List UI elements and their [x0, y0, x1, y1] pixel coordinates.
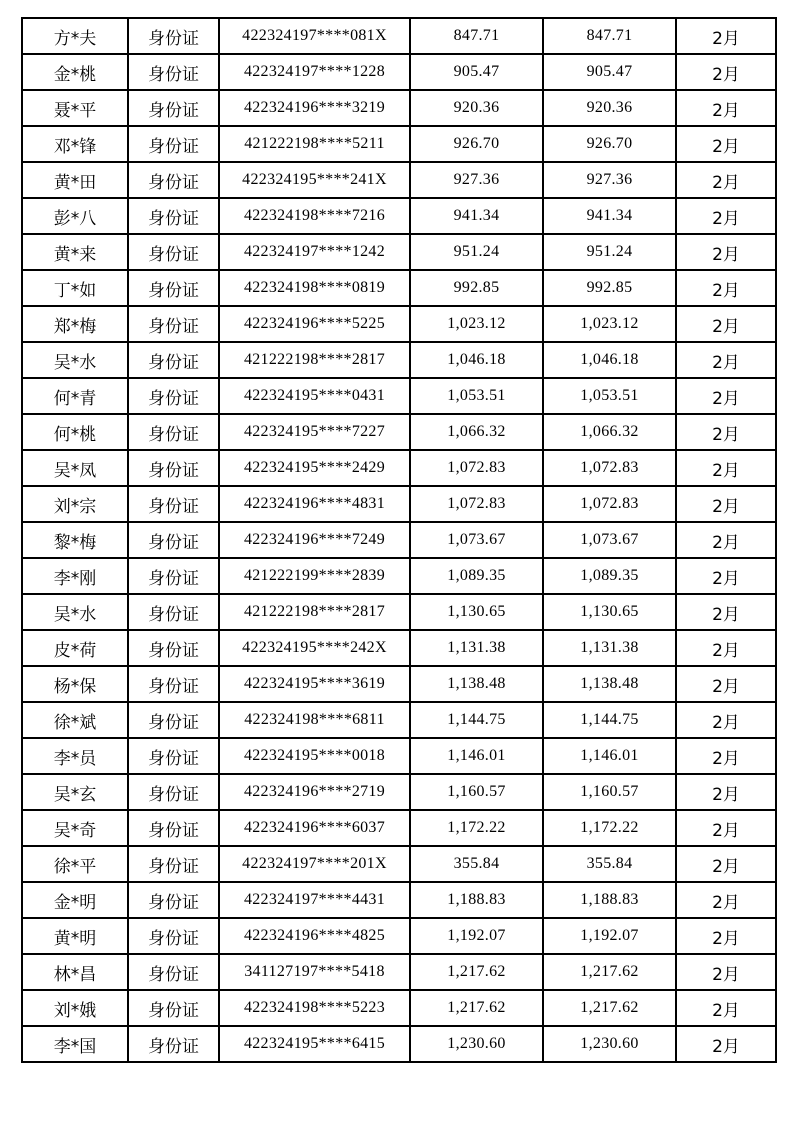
id-type-cell: 身份证	[128, 306, 219, 342]
name-cell: 黎*梅	[22, 522, 128, 558]
id-type-cell: 身份证	[128, 18, 219, 54]
month-cell: 2月	[676, 594, 776, 630]
name-cell: 皮*荷	[22, 630, 128, 666]
amount-cell: 1,192.07	[410, 918, 543, 954]
id-number-cell: 422324196****7249	[219, 522, 410, 558]
table-row	[22, 522, 776, 558]
id-type-cell: 身份证	[128, 774, 219, 810]
id-number-cell: 422324197****1228	[219, 54, 410, 90]
id-number-cell: 422324198****0819	[219, 270, 410, 306]
table-row	[22, 486, 776, 522]
id-type-cell: 身份证	[128, 954, 219, 990]
id-number-cell: 422324198****6811	[219, 702, 410, 738]
table-row	[22, 414, 776, 450]
amount-cell-2: 1,130.65	[543, 594, 676, 630]
amount-cell: 355.84	[410, 846, 543, 882]
table-row	[22, 198, 776, 234]
id-number-cell: 422324198****5223	[219, 990, 410, 1026]
id-type-cell: 身份证	[128, 126, 219, 162]
table-row	[22, 702, 776, 738]
month-cell: 2月	[676, 918, 776, 954]
amount-cell: 1,188.83	[410, 882, 543, 918]
table-row	[22, 162, 776, 198]
id-number-cell: 422324195****3619	[219, 666, 410, 702]
name-cell: 方*夫	[22, 18, 128, 54]
amount-cell: 1,053.51	[410, 378, 543, 414]
amount-cell: 1,217.62	[410, 954, 543, 990]
name-cell: 吴*水	[22, 342, 128, 378]
amount-cell-2: 1,073.67	[543, 522, 676, 558]
amount-cell-2: 1,089.35	[543, 558, 676, 594]
name-cell: 吴*玄	[22, 774, 128, 810]
amount-cell-2: 905.47	[543, 54, 676, 90]
month-cell: 2月	[676, 306, 776, 342]
id-number-cell: 422324196****3219	[219, 90, 410, 126]
id-type-cell: 身份证	[128, 666, 219, 702]
amount-cell-2: 1,023.12	[543, 306, 676, 342]
amount-cell: 905.47	[410, 54, 543, 90]
table-row	[22, 90, 776, 126]
month-cell: 2月	[676, 126, 776, 162]
id-type-cell: 身份证	[128, 558, 219, 594]
name-cell: 徐*斌	[22, 702, 128, 738]
month-cell: 2月	[676, 702, 776, 738]
name-cell: 黄*田	[22, 162, 128, 198]
table-row	[22, 270, 776, 306]
table-row	[22, 378, 776, 414]
id-type-cell: 身份证	[128, 846, 219, 882]
id-number-cell: 422324196****4825	[219, 918, 410, 954]
name-cell: 刘*娥	[22, 990, 128, 1026]
amount-cell: 926.70	[410, 126, 543, 162]
amount-cell-2: 1,053.51	[543, 378, 676, 414]
table-row	[22, 18, 776, 54]
id-type-cell: 身份证	[128, 270, 219, 306]
table-row	[22, 954, 776, 990]
amount-cell-2: 1,144.75	[543, 702, 676, 738]
table-row	[22, 918, 776, 954]
id-type-cell: 身份证	[128, 90, 219, 126]
name-cell: 黄*明	[22, 918, 128, 954]
id-number-cell: 421222198****5211	[219, 126, 410, 162]
month-cell: 2月	[676, 810, 776, 846]
month-cell: 2月	[676, 90, 776, 126]
amount-cell: 920.36	[410, 90, 543, 126]
table-row	[22, 54, 776, 90]
name-cell: 吴*奇	[22, 810, 128, 846]
id-number-cell: 422324196****5225	[219, 306, 410, 342]
amount-cell-2: 1,230.60	[543, 1026, 676, 1062]
table-row	[22, 810, 776, 846]
id-number-cell: 422324195****242X	[219, 630, 410, 666]
amount-cell: 1,144.75	[410, 702, 543, 738]
id-type-cell: 身份证	[128, 378, 219, 414]
amount-cell-2: 1,192.07	[543, 918, 676, 954]
id-number-cell: 422324195****0431	[219, 378, 410, 414]
amount-cell: 1,230.60	[410, 1026, 543, 1062]
name-cell: 吴*水	[22, 594, 128, 630]
name-cell: 刘*宗	[22, 486, 128, 522]
id-number-cell: 422324197****081X	[219, 18, 410, 54]
month-cell: 2月	[676, 342, 776, 378]
month-cell: 2月	[676, 558, 776, 594]
id-type-cell: 身份证	[128, 918, 219, 954]
amount-cell-2: 927.36	[543, 162, 676, 198]
month-cell: 2月	[676, 378, 776, 414]
amount-cell: 951.24	[410, 234, 543, 270]
name-cell: 林*昌	[22, 954, 128, 990]
id-number-cell: 421222198****2817	[219, 342, 410, 378]
table-row	[22, 126, 776, 162]
name-cell: 何*青	[22, 378, 128, 414]
amount-cell-2: 1,138.48	[543, 666, 676, 702]
month-cell: 2月	[676, 198, 776, 234]
id-number-cell: 422324196****2719	[219, 774, 410, 810]
name-cell: 邓*锋	[22, 126, 128, 162]
amount-cell-2: 951.24	[543, 234, 676, 270]
amount-cell: 1,138.48	[410, 666, 543, 702]
table-row	[22, 306, 776, 342]
month-cell: 2月	[676, 954, 776, 990]
amount-cell-2: 1,046.18	[543, 342, 676, 378]
id-type-cell: 身份证	[128, 1026, 219, 1062]
id-type-cell: 身份证	[128, 990, 219, 1026]
month-cell: 2月	[676, 270, 776, 306]
name-cell: 李*刚	[22, 558, 128, 594]
id-number-cell: 421222198****2817	[219, 594, 410, 630]
month-cell: 2月	[676, 414, 776, 450]
month-cell: 2月	[676, 666, 776, 702]
amount-cell-2: 355.84	[543, 846, 676, 882]
name-cell: 丁*如	[22, 270, 128, 306]
month-cell: 2月	[676, 522, 776, 558]
amount-cell: 1,046.18	[410, 342, 543, 378]
id-type-cell: 身份证	[128, 162, 219, 198]
amount-cell: 1,146.01	[410, 738, 543, 774]
amount-cell-2: 926.70	[543, 126, 676, 162]
amount-cell: 941.34	[410, 198, 543, 234]
amount-cell-2: 1,217.62	[543, 954, 676, 990]
id-number-cell: 422324197****1242	[219, 234, 410, 270]
amount-cell: 1,072.83	[410, 486, 543, 522]
amount-cell: 992.85	[410, 270, 543, 306]
month-cell: 2月	[676, 630, 776, 666]
table-row	[22, 1026, 776, 1062]
amount-cell-2: 1,172.22	[543, 810, 676, 846]
amount-cell-2: 1,066.32	[543, 414, 676, 450]
name-cell: 吴*凤	[22, 450, 128, 486]
amount-cell-2: 1,188.83	[543, 882, 676, 918]
month-cell: 2月	[676, 774, 776, 810]
id-number-cell: 422324195****0018	[219, 738, 410, 774]
amount-cell: 1,073.67	[410, 522, 543, 558]
amount-cell: 1,023.12	[410, 306, 543, 342]
month-cell: 2月	[676, 486, 776, 522]
amount-cell: 1,160.57	[410, 774, 543, 810]
id-type-cell: 身份证	[128, 54, 219, 90]
name-cell: 金*明	[22, 882, 128, 918]
name-cell: 徐*平	[22, 846, 128, 882]
name-cell: 何*桃	[22, 414, 128, 450]
table-row	[22, 558, 776, 594]
name-cell: 彭*八	[22, 198, 128, 234]
id-number-cell: 422324195****2429	[219, 450, 410, 486]
amount-cell: 927.36	[410, 162, 543, 198]
month-cell: 2月	[676, 18, 776, 54]
id-number-cell: 422324195****6415	[219, 1026, 410, 1062]
amount-cell: 1,072.83	[410, 450, 543, 486]
table-row	[22, 234, 776, 270]
amount-cell-2: 941.34	[543, 198, 676, 234]
id-type-cell: 身份证	[128, 198, 219, 234]
id-type-cell: 身份证	[128, 702, 219, 738]
id-type-cell: 身份证	[128, 810, 219, 846]
id-number-cell: 422324195****241X	[219, 162, 410, 198]
table-row	[22, 882, 776, 918]
amount-cell-2: 1,217.62	[543, 990, 676, 1026]
table-body	[22, 18, 776, 1062]
month-cell: 2月	[676, 1026, 776, 1062]
month-cell: 2月	[676, 234, 776, 270]
table-row	[22, 846, 776, 882]
name-cell: 郑*梅	[22, 306, 128, 342]
amount-cell: 847.71	[410, 18, 543, 54]
table-row	[22, 774, 776, 810]
amount-cell-2: 992.85	[543, 270, 676, 306]
month-cell: 2月	[676, 450, 776, 486]
month-cell: 2月	[676, 882, 776, 918]
table-row	[22, 594, 776, 630]
id-number-cell: 422324196****4831	[219, 486, 410, 522]
name-cell: 黄*来	[22, 234, 128, 270]
month-cell: 2月	[676, 990, 776, 1026]
month-cell: 2月	[676, 846, 776, 882]
amount-cell-2: 1,072.83	[543, 450, 676, 486]
month-cell: 2月	[676, 162, 776, 198]
table-row	[22, 666, 776, 702]
name-cell: 李*员	[22, 738, 128, 774]
month-cell: 2月	[676, 54, 776, 90]
name-cell: 金*桃	[22, 54, 128, 90]
id-type-cell: 身份证	[128, 594, 219, 630]
name-cell: 李*国	[22, 1026, 128, 1062]
id-number-cell: 422324197****4431	[219, 882, 410, 918]
amount-cell-2: 1,146.01	[543, 738, 676, 774]
id-type-cell: 身份证	[128, 234, 219, 270]
id-type-cell: 身份证	[128, 342, 219, 378]
table-row	[22, 738, 776, 774]
amount-cell: 1,217.62	[410, 990, 543, 1026]
payment-table	[21, 17, 777, 1063]
amount-cell: 1,066.32	[410, 414, 543, 450]
id-type-cell: 身份证	[128, 630, 219, 666]
id-number-cell: 421222199****2839	[219, 558, 410, 594]
id-type-cell: 身份证	[128, 882, 219, 918]
id-type-cell: 身份证	[128, 450, 219, 486]
amount-cell-2: 1,072.83	[543, 486, 676, 522]
id-number-cell: 341127197****5418	[219, 954, 410, 990]
table-row	[22, 342, 776, 378]
id-type-cell: 身份证	[128, 522, 219, 558]
id-number-cell: 422324195****7227	[219, 414, 410, 450]
id-type-cell: 身份证	[128, 414, 219, 450]
id-number-cell: 422324197****201X	[219, 846, 410, 882]
id-number-cell: 422324196****6037	[219, 810, 410, 846]
month-cell: 2月	[676, 738, 776, 774]
amount-cell-2: 1,131.38	[543, 630, 676, 666]
amount-cell: 1,130.65	[410, 594, 543, 630]
table-row	[22, 630, 776, 666]
id-type-cell: 身份证	[128, 486, 219, 522]
table-row	[22, 450, 776, 486]
id-number-cell: 422324198****7216	[219, 198, 410, 234]
amount-cell-2: 847.71	[543, 18, 676, 54]
name-cell: 聂*平	[22, 90, 128, 126]
table-row	[22, 990, 776, 1026]
amount-cell: 1,089.35	[410, 558, 543, 594]
id-type-cell: 身份证	[128, 738, 219, 774]
name-cell: 杨*保	[22, 666, 128, 702]
amount-cell: 1,172.22	[410, 810, 543, 846]
amount-cell-2: 1,160.57	[543, 774, 676, 810]
amount-cell: 1,131.38	[410, 630, 543, 666]
amount-cell-2: 920.36	[543, 90, 676, 126]
